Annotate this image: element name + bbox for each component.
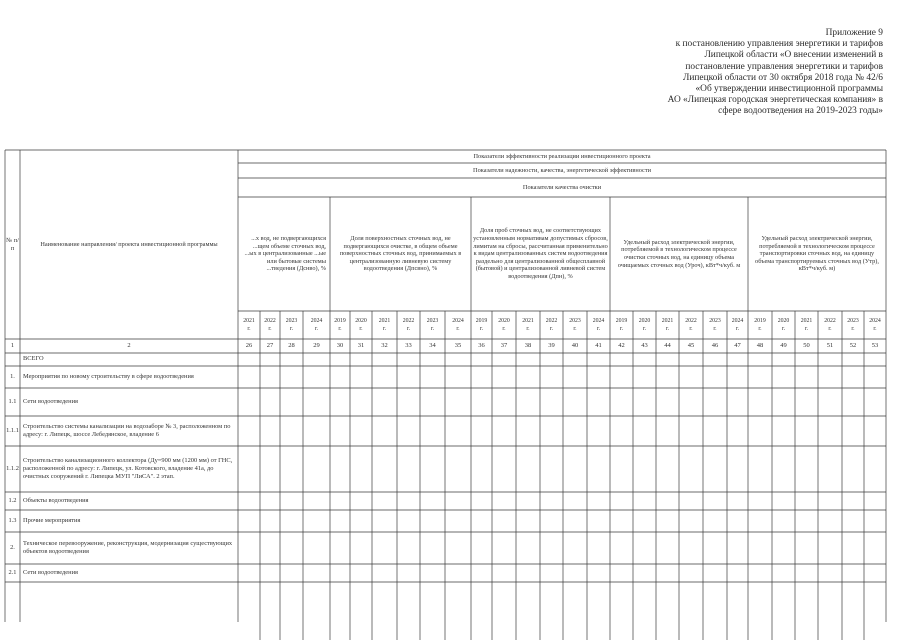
year-header [330, 311, 350, 339]
year-value: 2021 [522, 318, 534, 324]
year-suffix: г. [289, 326, 294, 332]
row-number: 1.1.2 [6, 464, 19, 472]
row-name: Сети водоотведения [23, 397, 78, 405]
year-suffix: г. [406, 326, 411, 332]
index-row-name: 2 [127, 342, 131, 350]
year-value: 2020 [638, 318, 651, 324]
year-header [563, 311, 587, 339]
year-header [238, 311, 260, 339]
column-number: 49 [780, 342, 787, 350]
column-number: 50 [803, 342, 810, 350]
year-header [303, 311, 330, 339]
year-suffix: г. [828, 326, 832, 332]
year-suffix: г. [338, 326, 342, 332]
year-value: 2020 [498, 318, 510, 324]
year-header [679, 311, 703, 339]
year-suffix: г. [549, 326, 554, 332]
indicator-group-label: Доля поверхностных сточных вод, не подвергающихся очистке, в общем объеме поверхностных сточных вод, принимаемых в централизованную ливневую систему водоотведения (Дпсвно), % [339, 235, 462, 273]
year-header [610, 311, 633, 339]
year-header [280, 311, 303, 339]
year-value: 2024 [310, 318, 323, 324]
year-value: 2024 [452, 318, 464, 324]
row-number [5, 353, 20, 366]
year-value: 2019 [754, 318, 766, 324]
year-value: 2023 [847, 318, 859, 324]
column-number: 29 [313, 342, 320, 350]
column-number: 27 [266, 342, 274, 350]
row-name: ВСЕГО [23, 355, 44, 363]
year-suffix: г. [689, 326, 693, 332]
year-value: 2022 [824, 318, 836, 324]
year-header [587, 311, 610, 339]
column-number: 36 [478, 342, 485, 350]
column-number: 40 [571, 342, 579, 350]
year-value: 2022 [402, 318, 415, 324]
row-name: Строительство системы канализации на водозаборе № 3, расположенном по адресу: г. Липецк, шоссе Лебедянское, владение 6 [23, 422, 231, 438]
sub-header: Показатели надежности, качества, энергетической эффективности [473, 166, 651, 174]
year-value: 2024 [731, 318, 744, 324]
year-value: 2023 [709, 318, 721, 324]
year-suffix: г. [781, 326, 786, 332]
year-header [842, 311, 864, 339]
year-value: 2021 [378, 318, 391, 324]
year-suffix: г. [359, 326, 363, 332]
year-suffix: г. [713, 326, 717, 332]
year-value: 2024 [592, 318, 605, 324]
column-number: 43 [641, 342, 648, 350]
year-value: 2021 [800, 318, 813, 324]
row-name: Объекты водоотведения [23, 496, 89, 504]
row-number: 1.1.1 [6, 426, 19, 434]
year-header [864, 311, 886, 339]
year-header [492, 311, 516, 339]
column-number: 38 [524, 342, 532, 350]
indicator-group-label: Доля проб сточных вод, не соответствующих установленным нормативам допустимых сбросов, лимитам на сбросы, рассчитанная применительно к видам централизованных систем водоотведения раздельно для централизованной общесплавной (бытовой) и централизованной ливневой систем водоотведения (Дпн), % [473, 227, 608, 280]
year-header [372, 311, 397, 339]
year-suffix: г. [665, 326, 670, 332]
year-value: 2019 [475, 318, 488, 324]
year-header [656, 311, 679, 339]
column-number: 34 [429, 342, 436, 350]
column-number: 41 [595, 342, 602, 350]
quality-header: Показатели качества очистки [522, 183, 602, 191]
row-name: Прочие мероприятия [23, 516, 81, 524]
year-header [818, 311, 842, 339]
year-suffix: г. [526, 326, 530, 332]
appendix-line: «Об утверждении инвестиционной программы [695, 84, 883, 95]
year-value: 2020 [777, 318, 790, 324]
column-number: 28 [288, 342, 295, 350]
col-name-header: Наименование направления/ проекта инвестиционной программы [40, 240, 218, 248]
year-suffix: г. [430, 326, 435, 332]
column-number: 47 [734, 342, 741, 350]
column-number: 39 [548, 342, 555, 350]
indicator-group-label: Удельный расход электрической энергии, потребляемой в технологическом процессе очистки сточных вод, на единицу объема очищаемых сточных вод (Уроч), кВт*ч/куб. м [617, 238, 741, 269]
year-value: 2023 [426, 318, 439, 324]
index-row-num: 1 [10, 342, 15, 350]
appendix-line: постановление управления энергетики и тарифов [685, 61, 883, 72]
year-suffix: г. [873, 326, 877, 332]
year-suffix: г. [573, 326, 577, 332]
year-header [350, 311, 372, 339]
year-header [471, 311, 492, 339]
row-name: Мероприятия по новому строительству в сфере водоотведения [23, 372, 194, 380]
column-number: 42 [618, 342, 625, 350]
row-number: 1.3 [8, 516, 17, 524]
column-number: 33 [405, 342, 412, 350]
row-number: 2. [10, 543, 15, 551]
year-value: 2023 [569, 318, 581, 324]
year-header [772, 311, 795, 339]
year-header [540, 311, 563, 339]
column-number: 53 [871, 342, 879, 350]
year-suffix: г. [314, 326, 319, 332]
year-header [633, 311, 656, 339]
year-value: 2020 [355, 318, 367, 324]
appendix-line: сфере водоотведения на 2019-2023 годы» [718, 106, 883, 117]
column-number: 26 [245, 342, 253, 350]
year-header [397, 311, 420, 339]
row-number: 1.1 [8, 397, 17, 405]
row-number: 1. [10, 372, 15, 380]
column-number: 48 [756, 342, 764, 350]
year-header [795, 311, 818, 339]
column-number: 35 [454, 342, 462, 350]
appendix-line: к постановлению управления энергетики и тарифов [675, 39, 883, 50]
year-header [727, 311, 748, 339]
col-num-header: № п/п [6, 236, 19, 252]
row-name: Техническое перевооружение, реконструкция, модернизация существующих объектов водоотведения [23, 539, 233, 555]
year-suffix: г. [758, 326, 762, 332]
year-suffix: г. [479, 326, 484, 332]
column-number: 37 [500, 342, 508, 350]
year-value: 2022 [685, 318, 697, 324]
year-header [445, 311, 471, 339]
year-suffix: г. [456, 326, 460, 332]
column-number: 45 [687, 342, 695, 350]
year-value: 2021 [243, 318, 255, 324]
appendix-line: АО «Липецкая городская энергетическая компания» в [667, 95, 883, 106]
year-value: 2024 [869, 318, 881, 324]
year-suffix: г. [619, 326, 624, 332]
year-suffix: г. [735, 326, 740, 332]
year-header [420, 311, 445, 339]
year-header [703, 311, 727, 339]
year-value: 2023 [285, 318, 298, 324]
year-header [516, 311, 540, 339]
top-header: Показатели эффективности реализации инвестиционного проекта [473, 152, 651, 160]
year-value: 2022 [545, 318, 558, 324]
column-number: 46 [711, 342, 719, 350]
indicator-group-label: ...х вод, не подвергающихся ...щем объеме сточных вод, ...ых в централизованные ...ые или бытовые системы ...тведения (Дснво), % [244, 235, 326, 273]
appendix-line: Приложение 9 [825, 28, 883, 38]
column-number: 51 [826, 342, 834, 350]
year-suffix: г. [382, 326, 387, 332]
column-number: 52 [849, 342, 857, 350]
row-name: Строительство канализационного коллектора (Ду=900 мм (1200 мм) от ГНС, расположенной по адресу: г. Липецк, ул. Котовского, владение 41а, до очистных сооружений г. Липецка МУП "ЛиСА". 2 этап. [23, 456, 233, 481]
column-number: 44 [664, 342, 671, 350]
row-number: 1.2 [8, 496, 17, 504]
column-number: 32 [381, 342, 388, 350]
year-suffix: г. [268, 326, 272, 332]
year-header [748, 311, 772, 339]
year-value: 2022 [264, 318, 276, 324]
year-suffix: г. [851, 326, 855, 332]
year-header [260, 311, 280, 339]
year-suffix: г. [642, 326, 647, 332]
year-suffix: г. [596, 326, 601, 332]
indicator-group-label: Удельный расход электрической энергии, потребляемой в технологическом процессе транспортировки сточных вод, на единицу объема транспортируемых сточных вод (Утр), кВт*ч/куб. м) [755, 235, 879, 273]
appendix-line: Липецкой области «О внесении изменений в [704, 50, 883, 61]
year-suffix: г. [502, 326, 506, 332]
row-number: 2.1 [8, 568, 17, 576]
year-suffix: г. [804, 326, 809, 332]
year-value: 2021 [661, 318, 674, 324]
column-number: 30 [336, 342, 344, 350]
appendix-line: Липецкой области от 30 октября 2018 года № 42/6 [683, 72, 883, 83]
year-value: 2019 [615, 318, 628, 324]
year-value: 2019 [334, 318, 346, 324]
row-name: Сети водоотведения [23, 568, 78, 576]
year-suffix: г. [247, 326, 251, 332]
column-number: 31 [357, 342, 365, 350]
